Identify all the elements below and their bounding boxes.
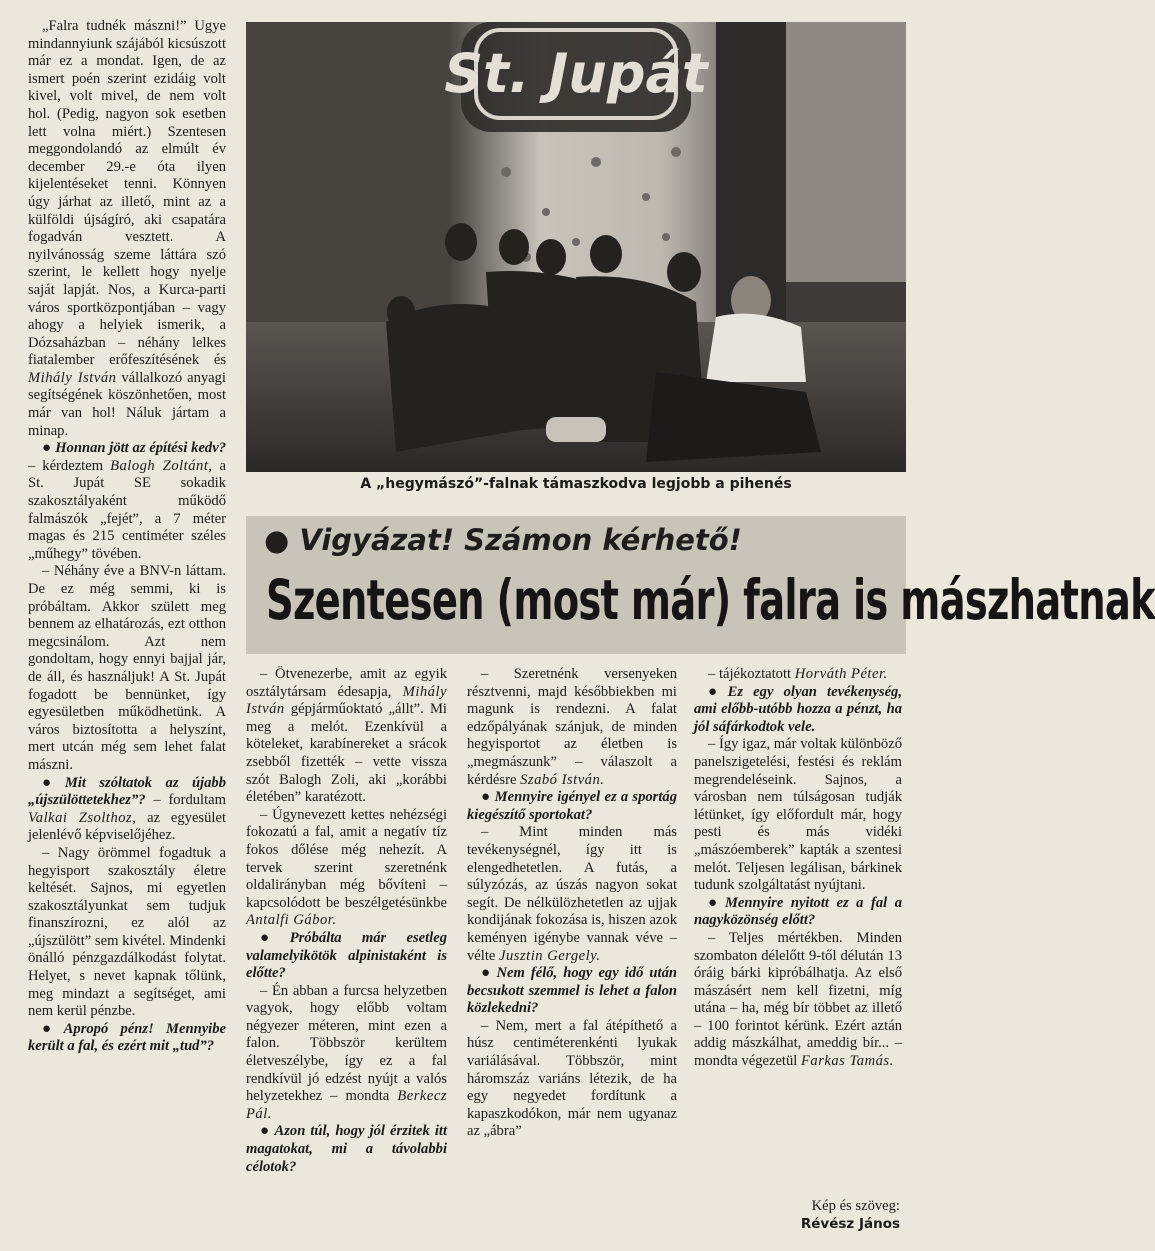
person-name: Valkai Zsolthoz, — [28, 809, 137, 826]
question: ● Próbálta már esetleg valamelyikötök alpinistaként is előtte? — [246, 929, 447, 982]
person-name: Antalfi Gábor. — [246, 912, 337, 929]
photo-climbers-resting — [246, 22, 906, 472]
byline — [801, 1197, 900, 1233]
question: ● Azon túl, hogy jól érzitek itt magatokat, mi a távolabbi célotok? — [246, 1123, 448, 1175]
question: ● Apropó pénz! Mennyibe került a fal, és ezért mit „tud”? — [28, 1020, 227, 1055]
answer: – Mint minden más tevékenységnél, így itt is elengedhetetlen. A futás, a súlyzózás, az úszás nagyon sokat segít. De nélkülözhetetlen az ujjak kondijának fokozása is, hiszen azok keményen igénybe vannak véve – vélte Jusztin Gergely. — [467, 824, 677, 964]
person-name: Balogh Zoltánt, — [110, 457, 213, 474]
person-name: Mihály István — [246, 683, 447, 718]
answer: – Teljes mértékben. Minden szombaton délelőtt 9-től délután 13 óráig bárki kipróbálhatja. Az első mászásért nem kell fizetni, míg utána – ha, még bír többet az illető – 100 forintot kérünk. Ezért aztán addig mászkálhat, ameddig bír... – mondta végezetül Farkas Tamás. — [694, 929, 902, 1070]
person-name: Jusztin Gergely. — [499, 947, 601, 964]
person-name: Farkas Tamás. — [801, 1053, 894, 1070]
answer: – Nagy örömmel fogadtuk a hegyisport szakosztály életre keltését. Sajnos, mi egyetlen szakosztályunkat sem tudjuk finanszírozni, ez alól az „újszülött” sem kivétel. Mindenki önálló pénzgazdálkodást folytat. Helyet, s nevet kapnak tőlünk, meg mindazt a segítséget, ami nem kerül pénzbe. — [28, 844, 226, 1020]
kicker — [264, 523, 742, 557]
byline-author: Révész János — [800, 1216, 900, 1232]
column-4 — [694, 666, 902, 1071]
photo-illustration — [246, 22, 906, 472]
main-title: Szentesen (most már) falra is mászhatnak — [266, 569, 1155, 633]
question: ● Nem félő, hogy egy idő után becsukott szemmel is lehet a falon közlekedni? — [467, 965, 677, 1017]
byline-label: Kép és szöveg: — [811, 1198, 900, 1214]
photo-wall-text: St. Jupát — [444, 42, 708, 105]
person-name: Mihály István — [28, 369, 117, 386]
answer: – tájékoztatott Horváth Péter. — [708, 666, 888, 682]
answer: – Nem, mert a fal átépíthető a húsz centiméterenkénti lyukak variálásával. Többször, mint háromszáz variáns létezik, de ha egy negyedet fordítunk a kapaszkodókon, már nem ugyanaz az „ábra” — [467, 1017, 677, 1140]
question: ● Mit szóltatok az újabb „újszülöttetekhez”? – fordultam Valkai Zsolthoz, az egyesület jelenlévő képviselőjéhez. — [28, 774, 227, 844]
intro-paragraph: „Falra tudnék mászni!” Ugye mindannyiunk szájából kicsúszott már ez a mondat. Igen, de az ismert poén szerint ezidáig volt kivel, volt mivel, de nem volt hol. (Pedig, nagyon sok esetben lett volna miért.) Szentesen meggondolandó az elmúlt év december 29.-e óta ilyen kijelentéseket tenni. Könnyen úgy járhat az illető, mint az a külföldi újságíró, aki csapatára fogadván vesztett. A nyilvánosság szeme láttára szó szerint, le kellett hogy nyelje saját lapját. Nos, a Kurca-parti város sportközpontjában – vagy ahogy a helyiek ismerik, a Dózsaházban – néhány lelkes fiatalember erőfeszítésének és Mihály István vállalkozó anyagi segítségének köszönhetően, most már van hol! Náluk jártam a minap. — [28, 18, 226, 439]
answer: – Szeretnénk versenyeken résztvenni, majd későbbiekben mi magunk is rendezni. A falat edzőpályának szánjuk, de minden hegyisportot az életben is „megmászunk” – válaszolt a kérdésre Szabó István. — [467, 666, 677, 788]
question: ● Ez egy olyan tevékenység, ami előbb-utóbb hozza a pénzt, ha jól sáfárkodtok vele. — [694, 683, 902, 735]
question: ● Mennyire igényel ez a sportág kiegészítő sportokat? — [467, 789, 677, 823]
photo-caption: A „hegymászó”-falnak támaszkodva legjobb a pihenés — [360, 476, 792, 492]
question: ● Mennyire nyitott ez a fal a nagyközönség előtt? — [694, 894, 902, 929]
column-1 — [28, 18, 226, 1056]
answer: – Néhány éve a BNV-n láttam. De ez még semmi, ki is próbáltam. Akkor születt meg bennem az elhatározás, ezt otthon megcsinálom. Azt nem gondoltam, hogy ennyi bajjal jár, de áll, és használjuk! A St. Jupát fogadott be bennünket, így egyesületben működhetünk. A város biztosította a helyszínt, mert utcán még sem lehet falat mászni. — [28, 563, 226, 773]
column-3 — [467, 666, 677, 1141]
answer: – Ötvenezerbe, amit az egyik osztálytársam édesapja, Mihály István gépjárműoktató „állt”. Mi meg a melót. Ezenkívül a köteleket, karabínereket a srácok zsebből fizették – vette vissza szót Balogh Zoli, aki „korábbi életében” karatézott. — [246, 666, 447, 806]
answer: – Úgynevezett kettes nehézségi fokozatú a fal, amit a negatív tíz fokos dőlése még nehezít. A tervek szerint szeretnénk oldalirányban még bővíteni – kapcsolódott be beszélgetésünkbe Antalfi Gábor. — [246, 806, 447, 929]
person-name: Horváth Péter. — [794, 666, 888, 682]
question: ● Honnan jött az építési kedv? – kérdeztem Balogh Zoltánt, a St. Jupát SE sokadik szakosztályaként működő falmászók „fejét”, a 7 méter magas és 215 centiméter széles „műhegy” tövében. — [28, 440, 227, 562]
answer: – Én abban a furcsa helyzetben vagyok, hogy előbb voltam négyezer méteren, mint ezen a falon. Többször kerültem életveszélybe, így ez a fal rendkívül jó edzést nyújt a valós helyzetekhez – mondta Berkecz Pál. — [246, 982, 447, 1122]
answer: – Így igaz, már voltak különböző panelszigetelési, festési és reklám megrendeléseink. Sajnos, a városban nem túlságosan tudják létünket, így előfordult már, hogy pesti és más vidéki „mászóemberek” kapták a szentesi melót. Teljesen legálisan, bárkinek tudunk szolgáltatást nyújtani. — [694, 736, 902, 894]
kicker-bullet: ● — [264, 523, 300, 557]
kicker-text: Vigyázat! Számon kérhető! — [299, 523, 742, 557]
person-name: Berkecz Pál. — [246, 1088, 447, 1122]
column-2 — [246, 666, 447, 1176]
person-name: Szabó István. — [520, 771, 605, 788]
